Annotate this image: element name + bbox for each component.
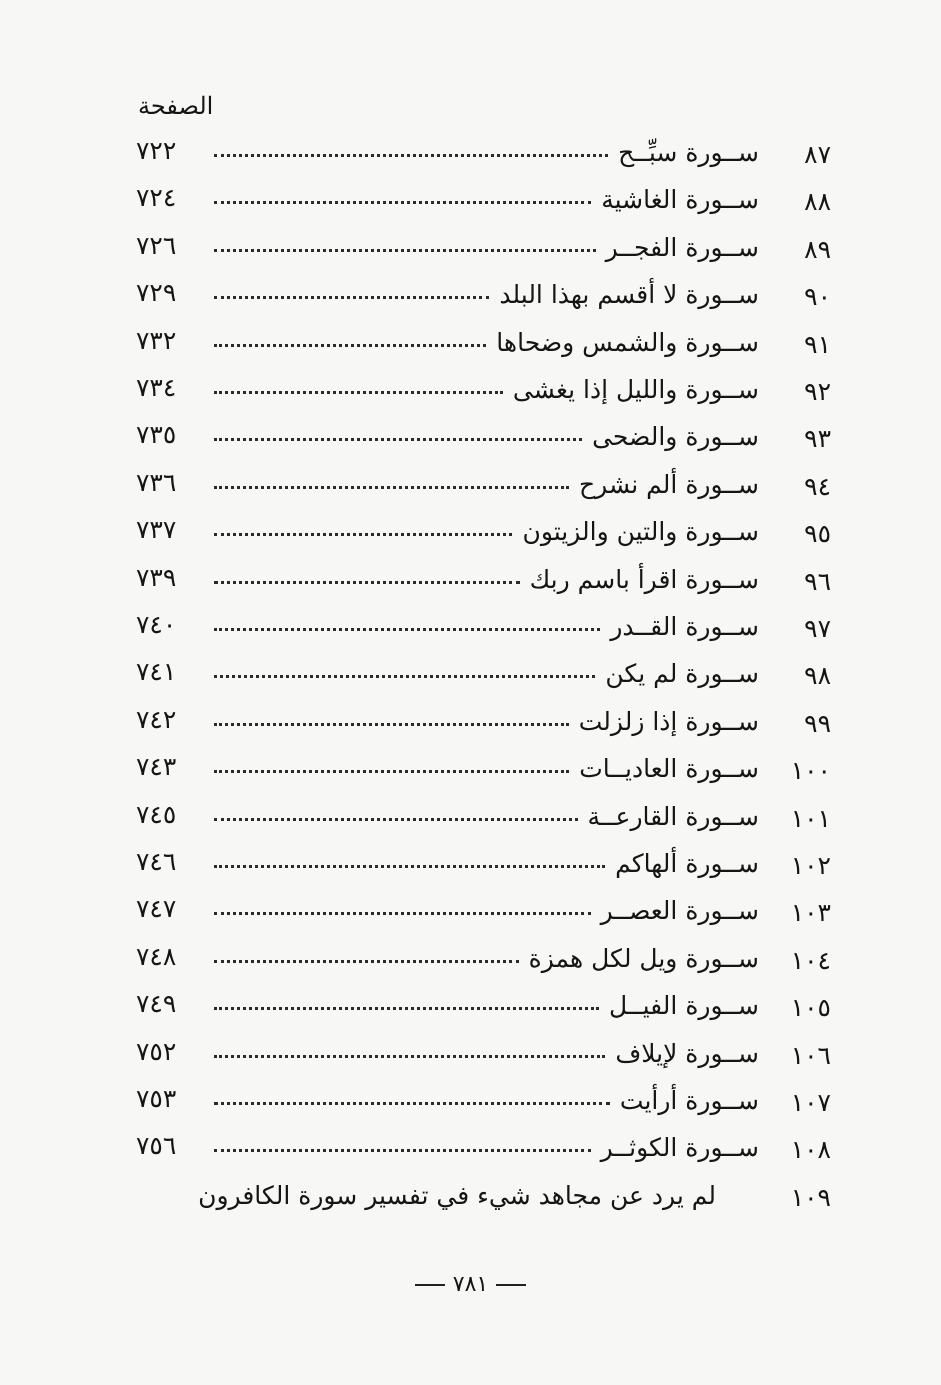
toc-entry xyxy=(0,845,941,891)
toc-entry-title: ســورة الفيــل xyxy=(609,991,759,1021)
toc-dot-leader xyxy=(214,816,578,821)
toc-entry-number: ١٠٨ xyxy=(790,1135,831,1165)
toc-entry-page: ٧٥٦ xyxy=(136,1131,177,1161)
toc-entry-number: ١٠٦ xyxy=(790,1040,831,1070)
toc-entry xyxy=(0,703,941,749)
toc-dot-leader xyxy=(214,1147,591,1152)
toc-entry-number: ٩٦ xyxy=(804,566,831,596)
toc-entry xyxy=(0,276,941,322)
toc-entry-page: ٧٤٧ xyxy=(136,894,177,924)
toc-entry-page: ٧٤٠ xyxy=(136,610,177,639)
toc-dot-leader xyxy=(214,199,591,204)
footer-page-number: ٧٨١ xyxy=(452,1272,489,1297)
toc-dot-leader xyxy=(214,626,600,631)
toc-entry-number: ١٠٧ xyxy=(790,1088,831,1117)
toc-dot-leader xyxy=(214,863,605,868)
toc-entry-number: ٩٧ xyxy=(804,614,831,643)
toc-entry-title: ســورة ويل لكل همزة xyxy=(528,943,759,973)
toc-entry-title: ســورة والشمس وضحاها xyxy=(496,327,759,357)
toc-entry-title: ســورة العصــر xyxy=(600,896,759,926)
toc-entry-page: ٧٤١ xyxy=(136,657,177,687)
toc-entry-number: ١٠١ xyxy=(790,803,831,833)
toc-entry xyxy=(0,181,941,227)
toc-entry-number: ٩١ xyxy=(804,329,831,359)
toc-dot-leader xyxy=(214,247,596,252)
toc-entry-number: ١٠٥ xyxy=(790,993,831,1023)
toc-dot-leader xyxy=(214,531,512,536)
toc-dot-leader xyxy=(214,436,582,441)
toc-entry-page: ٧٥٣ xyxy=(136,1084,177,1113)
toc-dot-leader xyxy=(214,1100,610,1105)
toc-entry-page: ٧٣٤ xyxy=(136,373,177,402)
toc-entry-page: ٧٤٩ xyxy=(136,989,177,1019)
toc-entry-number: ٩٢ xyxy=(804,377,831,406)
toc-dot-leader xyxy=(214,1005,599,1010)
page-footer xyxy=(0,1272,941,1297)
toc-entry-number: ٨٧ xyxy=(804,140,831,169)
toc-entry-title: ســورة القارعــة xyxy=(587,801,759,831)
toc-entry-number: ٩٠ xyxy=(804,282,831,312)
toc-entry xyxy=(0,1035,941,1081)
toc-entry-number: ١٠٤ xyxy=(790,945,831,975)
toc-entry-page: ٧٥٢ xyxy=(136,1036,177,1066)
toc-dot-leader xyxy=(214,910,591,915)
toc-dot-leader xyxy=(214,768,569,773)
toc-entry xyxy=(0,1129,941,1175)
toc-entry xyxy=(0,655,941,701)
toc-entry-title: ســورة لا أقسم بهذا البلد xyxy=(499,280,759,310)
toc-entry-title: ســورة والليل إذا يغشى xyxy=(512,375,759,404)
toc-dot-leader xyxy=(214,958,519,963)
toc-entry xyxy=(0,1082,941,1128)
toc-dot-leader xyxy=(214,1053,605,1058)
toc-entry xyxy=(0,608,941,654)
toc-entry-number: ٩٩ xyxy=(804,708,831,738)
toc-entry xyxy=(0,987,941,1033)
toc-entry-page: ٧٣٢ xyxy=(136,325,177,355)
toc-dot-leader xyxy=(214,484,569,489)
toc-entry-page: ٧٤٢ xyxy=(136,704,177,734)
footer-dash-left xyxy=(496,1284,526,1286)
toc-entry xyxy=(0,1177,941,1223)
toc-entry-page: ٧٢٤ xyxy=(136,183,177,213)
toc-entry-title: ســورة إذا زلزلت xyxy=(578,706,759,736)
toc-dot-leader xyxy=(214,294,489,299)
toc-entry xyxy=(0,513,941,559)
toc-entry-page: ٧٢٩ xyxy=(136,278,177,308)
toc-entry-title: ســورة اقرأ باسم ربك xyxy=(529,564,759,594)
toc-entry-page: ٧٢٦ xyxy=(136,230,177,260)
page-column-header: الصفحة xyxy=(138,92,214,120)
toc-entry xyxy=(0,561,941,607)
toc-dot-leader xyxy=(214,389,503,394)
toc-entry-number: ٨٨ xyxy=(804,187,831,217)
toc-dot-leader xyxy=(214,579,520,584)
toc-entry-title: ســورة سبِّــح xyxy=(618,138,759,167)
toc-entry xyxy=(0,418,941,464)
toc-entry-page: ٧٤٥ xyxy=(136,799,177,829)
toc-entry-page: ٧٣٦ xyxy=(136,467,177,497)
toc-entry xyxy=(0,324,941,370)
toc-entry xyxy=(0,371,941,417)
toc-entry-number: ٩٤ xyxy=(804,471,831,501)
toc-entry xyxy=(0,229,941,275)
toc-entry xyxy=(0,892,941,938)
toc-entry-title: ســورة لإيلاف xyxy=(615,1038,759,1068)
toc-entry-title: ســورة لم يكن xyxy=(605,659,759,689)
toc-entry xyxy=(0,466,941,512)
toc-entry-title: ســورة ألم نشرح xyxy=(579,469,759,499)
toc-entry-title: ســورة الكوثــر xyxy=(600,1133,759,1163)
toc-entry-number: ٨٩ xyxy=(804,234,831,264)
toc-entry-title: ســورة والتين والزيتون xyxy=(522,517,759,547)
toc-entry-title: ســورة العاديــات xyxy=(579,754,759,784)
toc-entry-number: ١٠٠ xyxy=(790,756,831,786)
toc-entry xyxy=(0,134,941,180)
toc-entry-page: ٧٤٨ xyxy=(136,941,177,971)
toc-entry-number: ٩٣ xyxy=(804,424,831,454)
toc-entry-title: ســورة والضحى xyxy=(592,422,759,452)
toc-entry xyxy=(0,940,941,986)
toc-entry-page: ٧٣٩ xyxy=(136,562,177,592)
toc-entry-title: ســورة الغاشية xyxy=(601,185,759,215)
toc-entry-title: ســورة ألهاكم xyxy=(615,849,759,878)
toc-dot-leader xyxy=(214,342,486,347)
toc-dot-leader xyxy=(214,152,608,157)
toc-entry-number: ١٠٣ xyxy=(790,898,831,928)
toc-entry-title: ســورة القــدر xyxy=(610,612,759,641)
toc-entry xyxy=(0,750,941,796)
toc-dot-leader xyxy=(214,673,595,678)
toc-entry-title: ســورة الفجــر xyxy=(605,232,759,262)
toc-entry-page: ٧٤٦ xyxy=(136,847,177,876)
toc-entry-number: ١٠٢ xyxy=(790,851,831,880)
toc-entry-number: ١٠٩ xyxy=(790,1182,831,1212)
toc-entry-page: ٧٢٢ xyxy=(136,136,177,165)
toc-dot-leader xyxy=(214,721,569,726)
toc-entry-page: ٧٣٥ xyxy=(136,420,177,450)
toc-entry-title: لم يرد عن مجاهد شيء في تفسير سورة الكافرون xyxy=(198,1180,716,1210)
toc-entry-number: ٩٨ xyxy=(804,661,831,691)
toc-entry-page: ٧٤٣ xyxy=(136,752,177,782)
toc-entry-title: ســورة أرأيت xyxy=(619,1086,759,1115)
toc-entry xyxy=(0,798,941,844)
footer-dash-right xyxy=(415,1284,445,1286)
toc-entry-number: ٩٥ xyxy=(804,519,831,549)
toc-entry-page: ٧٣٧ xyxy=(136,515,177,545)
